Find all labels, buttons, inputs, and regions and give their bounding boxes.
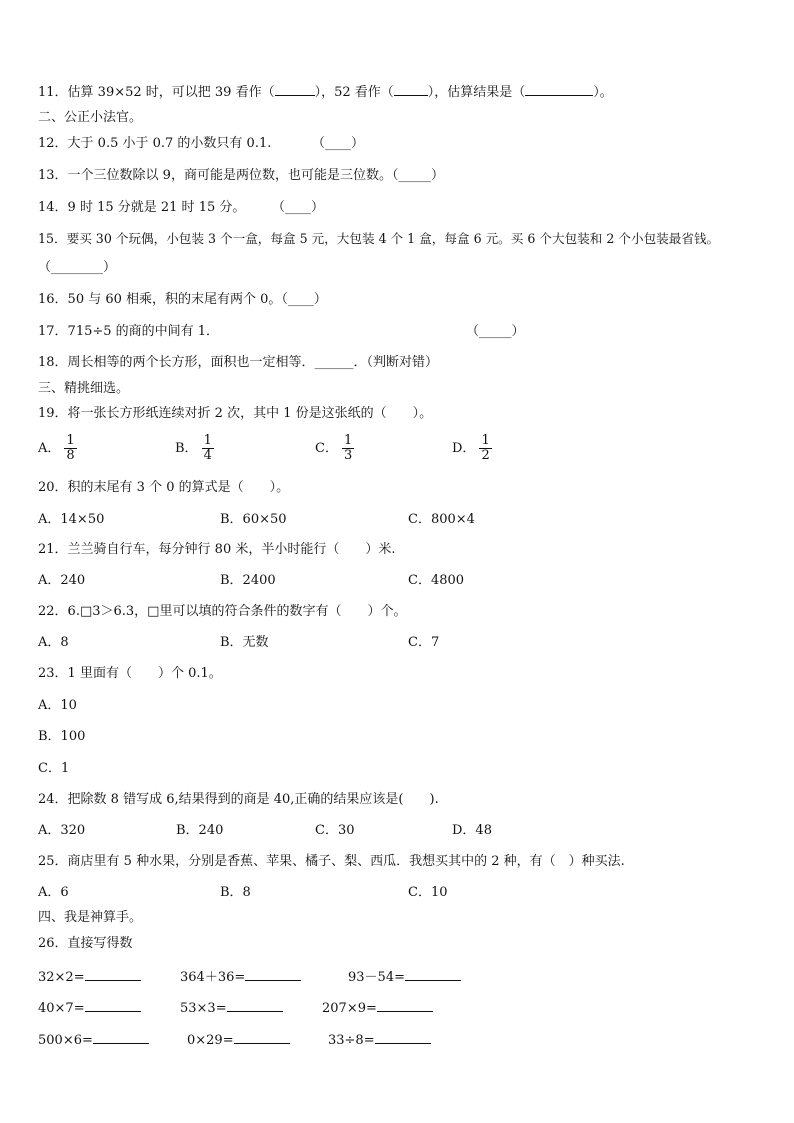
q23-option-c[interactable]: C．1 — [38, 761, 70, 776]
denominator: 2 — [481, 448, 490, 463]
calc-item — [38, 999, 141, 1017]
section-4-heading: 四、我是神算手。 — [38, 910, 143, 925]
q14-answer-paren[interactable]: （____） — [272, 200, 325, 215]
question-15: 15．要买 30 个玩偶，小包装 3 个一盒，每盒 5 元，大包装 4 个 1 盒，每盒 6 元。买 6 个大包装和 2 个小包装最省钱。 — [38, 231, 720, 246]
calc-expression: 207×9= — [322, 1001, 377, 1016]
calc-item — [328, 1031, 431, 1049]
fraction — [64, 434, 76, 463]
question-17 — [38, 324, 219, 340]
q12-text: 12．大于 0.5 小于 0.7 的小数只有 0.1. — [38, 136, 272, 151]
q23-option-b[interactable]: B．100 — [38, 729, 86, 744]
q24-option-b[interactable]: B．240 — [176, 823, 224, 838]
q17-answer-paren[interactable]: （_____） — [466, 324, 525, 339]
denominator: 4 — [203, 448, 212, 463]
q25-option-a[interactable]: A．6 — [38, 885, 69, 900]
q22-option-c[interactable]: C．7 — [408, 635, 440, 650]
section-2-heading: 二、公正小法官。 — [38, 110, 143, 125]
q24-option-a[interactable]: A．320 — [38, 823, 86, 838]
q19-option-b[interactable] — [175, 434, 214, 463]
calc-item — [348, 968, 461, 986]
q20-option-b[interactable]: B．60×50 — [220, 512, 287, 527]
fraction — [202, 434, 214, 463]
denominator: 8 — [66, 448, 75, 463]
calc-answer-blank[interactable] — [375, 1031, 431, 1044]
option-label: A． — [38, 441, 61, 456]
question-16: 16．50 与 60 相乘，积的末尾有两个 0。（____） — [38, 292, 327, 307]
q19-option-d[interactable] — [452, 434, 492, 463]
option-label: B． — [175, 441, 198, 456]
calc-item — [180, 999, 283, 1017]
q24-option-c[interactable]: C．30 — [315, 823, 355, 838]
q23-option-a[interactable]: A．10 — [38, 698, 77, 713]
option-label: C． — [315, 441, 338, 456]
q22-option-b[interactable]: B．无数 — [220, 635, 269, 650]
question-21: 21．兰兰骑自行车，每分钟行 80 米，半小时能行（ ）米. — [38, 542, 396, 557]
q15-answer-paren[interactable]: （________） — [38, 260, 117, 275]
calc-item — [187, 1031, 290, 1049]
calc-answer-blank[interactable] — [405, 968, 461, 981]
question-18: 18．周长相等的两个长方形，面积也一定相等．______．（判断对错） — [38, 355, 439, 370]
q11-text-mid1: ），52 看作（ — [314, 85, 394, 100]
question-24: 24．把除数 8 错写成 6,结果得到的商是 40,正确的结果应该是( ). — [38, 792, 439, 807]
question-22: 22．6.□3＞6.3，□里可以填的符合条件的数字有（ ）个。 — [38, 604, 407, 619]
calc-answer-blank[interactable] — [234, 1031, 290, 1044]
q12-answer-paren[interactable]: （____） — [312, 136, 365, 151]
calc-expression: 53×3= — [180, 1001, 227, 1016]
question-11 — [38, 83, 613, 101]
calc-item — [322, 999, 433, 1017]
calc-answer-blank[interactable] — [245, 968, 301, 981]
q24-option-d[interactable]: D．48 — [452, 823, 492, 838]
question-13: 13．一个三位数除以 9，商可能是两位数，也可能是三位数。（_____） — [38, 168, 444, 183]
calc-expression: 0×29= — [187, 1033, 234, 1048]
numerator: 1 — [343, 433, 353, 448]
question-26: 26．直接写得数 — [38, 936, 133, 951]
calc-expression: 33÷8= — [328, 1033, 375, 1048]
q20-option-a[interactable]: A．14×50 — [38, 512, 105, 527]
fraction — [342, 434, 354, 463]
fraction — [479, 434, 491, 463]
question-19: 19．将一张长方形纸连续对折 2 次，其中 1 份是这张纸的（ ）。 — [38, 406, 433, 421]
q21-option-c[interactable]: C．4800 — [408, 573, 465, 588]
q21-option-b[interactable]: B．2400 — [220, 573, 276, 588]
calc-answer-blank[interactable] — [377, 999, 433, 1012]
calc-expression: 364＋36= — [180, 970, 246, 985]
calc-answer-blank[interactable] — [93, 1031, 149, 1044]
numerator: 1 — [481, 433, 490, 448]
calc-answer-blank[interactable] — [85, 968, 141, 981]
denominator: 3 — [343, 448, 353, 463]
q14-text: 14．9 时 15 分就是 21 时 15 分。 — [38, 200, 246, 215]
calc-item — [38, 968, 141, 986]
calc-expression: 93－54= — [348, 970, 405, 985]
q11-blank-2[interactable] — [394, 83, 428, 96]
calc-expression: 32×2= — [38, 970, 85, 985]
numerator: 1 — [66, 433, 75, 448]
section-3-heading: 三、精挑细选。 — [38, 381, 130, 396]
q11-text-mid2: ），估算结果是（ — [427, 85, 526, 100]
q20-option-c[interactable]: C．800×4 — [408, 512, 475, 527]
q25-option-c[interactable]: C．10 — [408, 885, 448, 900]
question-23: 23．1 里面有（ ）个 0.1。 — [38, 666, 222, 681]
question-14 — [38, 200, 245, 216]
calc-item — [180, 968, 301, 986]
q11-blank-3[interactable] — [525, 83, 593, 96]
q17-text: 17．715÷5 的商的中间有 1． — [38, 324, 220, 339]
q11-text-end: ）。 — [593, 85, 613, 100]
question-12 — [38, 136, 271, 152]
option-label: D． — [452, 441, 476, 456]
q11-blank-1[interactable] — [275, 83, 315, 96]
calc-expression: 40×7= — [38, 1001, 85, 1016]
q19-option-c[interactable] — [315, 434, 354, 463]
question-20: 20．积的末尾有 3 个 0 的算式是（ ）。 — [38, 480, 290, 495]
q22-option-a[interactable]: A．8 — [38, 635, 69, 650]
calc-expression: 500×6= — [38, 1033, 93, 1048]
numerator: 1 — [203, 433, 212, 448]
calc-answer-blank[interactable] — [85, 999, 141, 1012]
q11-text-pre: 11．估算 39×52 时，可以把 39 看作（ — [38, 85, 275, 100]
q21-option-a[interactable]: A．240 — [38, 573, 86, 588]
q25-option-b[interactable]: B．8 — [220, 885, 251, 900]
calc-item — [38, 1031, 149, 1049]
q19-option-a[interactable] — [38, 434, 77, 463]
calc-answer-blank[interactable] — [227, 999, 283, 1012]
question-25: 25．商店里有 5 种水果，分别是香蕉、苹果、橘子、梨、西瓜．我想买其中的 2 种，有（ ）种买法. — [38, 854, 625, 869]
